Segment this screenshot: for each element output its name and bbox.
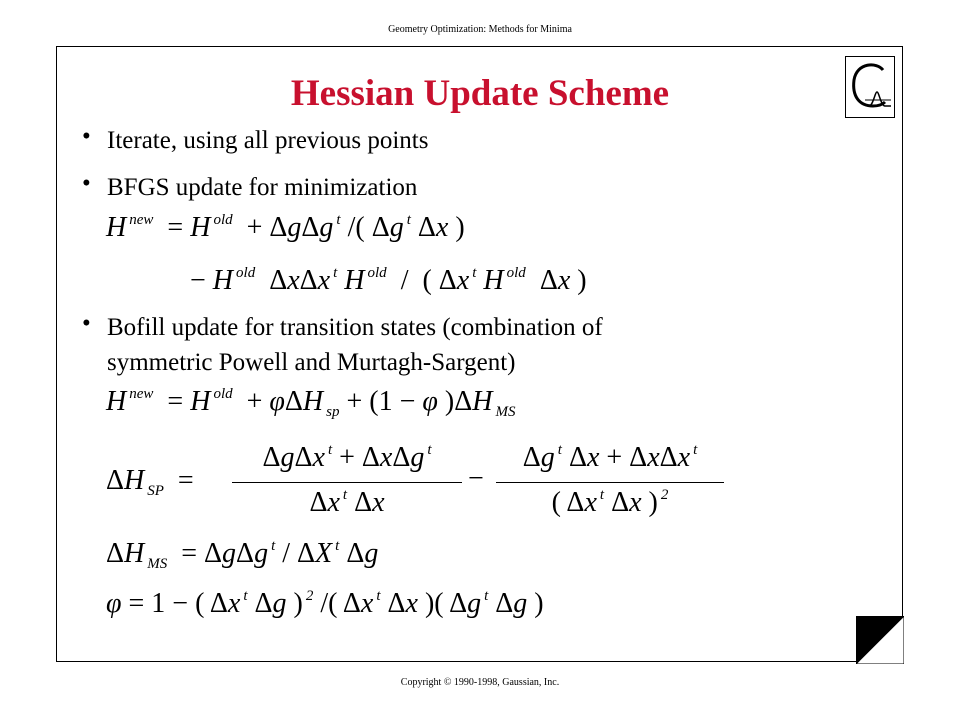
copyright-footer: Copyright © 1990-1998, Gaussian, Inc. bbox=[400, 677, 560, 688]
slide-header: Geometry Optimization: Methods for Minima bbox=[388, 24, 572, 35]
bullet-marker: • bbox=[82, 170, 91, 197]
bfgs-equation-line-2: − H $^{old}$ ΔxΔx $^t$ H $^{old}$ / ( Δx $^t$ H $^{old}$ Δx ) bbox=[190, 265, 587, 296]
fraction-bar bbox=[232, 482, 462, 483]
bullet-marker: • bbox=[82, 310, 91, 337]
delta-h-ms-equation: ΔH $_{MS}$ = ΔgΔg $^t$ / ΔX $^t$ Δg bbox=[106, 538, 379, 572]
bfgs-equation-line-1: H $^{new}$ = H $^{old}$ + ΔgΔg $^t$ /( Δg $^t$ Δx ) bbox=[106, 212, 465, 243]
page-title: Hessian Update Scheme bbox=[290, 73, 670, 114]
bullet-text-line-1: Bofill update for transition states (combination of bbox=[107, 314, 603, 341]
minus-sign: − bbox=[468, 463, 484, 494]
delta-h-sp-lhs: ΔH $_{SP}$ = bbox=[106, 465, 194, 499]
sp-fraction-1-numerator: ΔgΔx $^t$ + ΔxΔg $^t$ bbox=[262, 442, 432, 473]
bullet-text: Iterate, using all previous points bbox=[107, 127, 429, 154]
sp-fraction-1-denominator: Δx $^t$ Δx bbox=[309, 487, 385, 518]
bullet-text-line-2: symmetric Powell and Murtagh-Sargent) bbox=[107, 349, 516, 376]
phi-equation: φ = 1 − ( Δx $^t$ Δg ) $^2$ /( Δx $^t$ Δx )( Δg $^t$ Δg ) bbox=[106, 588, 544, 619]
bullet-text: BFGS update for minimization bbox=[107, 174, 418, 201]
sp-fraction-2-denominator: ( Δx $^t$ Δx ) $^2$ bbox=[551, 487, 669, 518]
sp-fraction-2-numerator: Δg $^t$ Δx + ΔxΔx $^t$ bbox=[522, 442, 698, 473]
bullet-marker: • bbox=[82, 123, 91, 150]
fraction-bar bbox=[496, 482, 724, 483]
page-corner-icon bbox=[856, 616, 904, 664]
bofill-equation: H $^{new}$ = H $^{old}$ + φΔH $_{sp}$ + (1 − φ )ΔH $_{MS}$ bbox=[106, 386, 516, 420]
